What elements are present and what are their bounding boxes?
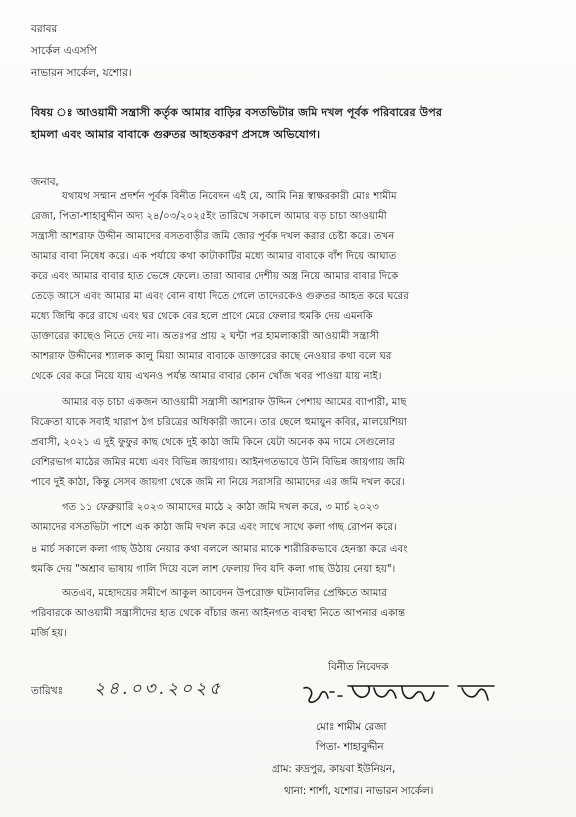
- recipient-line-3: নাভারন সার্কেল, যশোর।: [31, 67, 132, 79]
- body-line: গত ১১ ফেব্রুয়ারি ২০২৩ আমাদের মাঠে ২ কাঠা জমি দখল করে, ৩ মার্চ ২০২৩: [62, 502, 380, 513]
- body-line: পাবে দুই কাঠা, কিন্তু সেসব জায়গা থেকে জমি না নিয়ে সরাসরি আমাদের এর জমি দখল করে।: [31, 477, 405, 488]
- body-line: যথাযথ সম্মান প্রদর্শন পূর্বক বিনীত নিবেদন এই যে, আমি নিম্ন স্বাক্ষরকারী মোঃ শামীম: [62, 191, 397, 202]
- body-line: পরিবারকে আওয়ামী সন্ত্রাসীদের হাত থেকে বাঁচার জন্য আইনগত ব্যবস্থা নিতে আপনার একান্ত: [31, 608, 406, 619]
- body-line: মর্জি হয়।: [31, 628, 67, 639]
- signer-thana: থানা: শার্শা, যশোর। নাভারন সার্কেল।: [284, 785, 434, 797]
- body-line: আমাদের বসতভিটা পাশে এক কাঠা জমি দখল করে এবং সাথে সাথে কলা গাছ রোপন করে।: [31, 522, 397, 533]
- signer-name: মোঃ শামীম রেজা: [316, 721, 387, 733]
- body-line: থেকে বের করে নিয়ে যায় এখনও পর্যন্ত আমার বাবার কোন খোঁজ খবর পাওয়া যায় নাই।: [31, 371, 382, 382]
- body-line: আমার বাবা নিষেধ করে। এক পর্যায়ে কথা কাটাকাটির মধ্যে আমার বাবাকে বাঁশ দিয়ে আঘাত: [31, 251, 397, 262]
- signer-father: পিতা- শাহাবুদ্দীন: [316, 741, 384, 753]
- handwritten-date: ২৪.০৩.২০২৫: [94, 679, 224, 699]
- subject-line-2: হামলা এবং আমার বাবাকে গুরুতর আহতকরণ প্রসঙ্গে অভিযোগ।: [31, 128, 321, 141]
- subject-line-1: বিষয় ঃ আওয়ামী সন্ত্রাসী কর্তৃক আমার বাড়ির বসতভিটার জমি দখল পূর্বক পরিবারের উপর: [31, 106, 442, 119]
- body-line: বিক্রেতা যাকে সবাই খারাপ ঠগ চরিত্রের অধিকারী জানে। তার ছেলে হুমায়ুন কবির, মালয়েশিয়া: [31, 417, 407, 428]
- body-line: বেশিরভাগ মাঠের জমির মধ্যে এবং বিভিন্ন জায়গায়। আইনগতভাবে উনি বিভিন্ন জায়গায় জমি: [31, 457, 405, 468]
- body-line: মধ্যে জিম্মি করে রাখে এবং ঘর থেকে বের হলে প্রাণে মেরে ফেলার হুমকি দেয় এমনকি: [31, 311, 373, 322]
- body-line: তেড়ে আসে এবং আমার মা এবং বোন বাধা দিতে গেলে তাদেরকেও গুরুতর আহত করে ঘরের: [31, 291, 409, 302]
- date-label: তারিখঃ: [31, 685, 64, 697]
- body-line: আশরাফ উদ্দীনের শ্যালক কালু মিয়া আমার বাবাকে ডাক্তারের কাছে নেওয়ার কথা বলে ঘর: [31, 351, 392, 362]
- body-line: আমার বড় চাচা একজন আওয়ামী সন্ত্রাসী আশরাফ উদ্দিন পেশায় আমের ব্যাপারী, মাছ: [62, 397, 407, 408]
- handwritten-signature-image: [298, 678, 498, 712]
- body-line: ৪ মার্চ সকালে কলা গাছ উঠায় নেয়ার কথা বললে আমার মাকে শারীরিকভাবে হেনস্তা করে এবং: [31, 544, 408, 555]
- body-line: হুমকি দেয় "অশ্রাব ভাষায় গালি দিয়ে বলে লাশ ফেলায় দিব যদি কলা গাছ উঠায় নেয়া হয়"।: [31, 564, 396, 575]
- signer-village: গ্রাম: রুদ্রপুর, কায়বা ইউনিয়ন,: [272, 763, 396, 775]
- body-line: রেজা, পিতা-শাহাবুদ্দীন অদ্য ২৪/০৩/২০২৫ইং তারিখে সকালে আমার বড় চাচা আওয়ামী: [31, 211, 387, 222]
- body-line: প্রবাসী, ২০২১ এ দুই ফুফুর কাছ থেকে দুই কাঠা জমি কিনে যেটা অনেক কম দামে সেগুলোর: [31, 437, 395, 448]
- body-line: করে এবং আমার বাবার হাত ভেঙ্গে ফেলে। তারা আবার দেশীয় অস্ত্র নিয়ে আমার বাবার দিকে: [31, 271, 399, 282]
- body-line: ডাক্তারের কাছেও নিতে দেয় না। অতঃপর প্রায় ২ ঘন্টা পর হামলাকারী আওয়ামী সন্ত্রাসী: [31, 331, 380, 342]
- recipient-line-2: সার্কেল এএসপি: [31, 45, 97, 57]
- body-line: অতএব, মহোদয়ের সমীপে আকুল আবেদন উপরোক্ত ঘটনাবলির প্রেক্ষিতে আমার: [62, 588, 387, 599]
- body-line: সন্ত্রাসী আশরাফ উদ্দীন আমাদের বসতবাড়ীর জমি জোর পূর্বক দখল করার চেষ্টা করে। তখন: [31, 231, 395, 242]
- salutation: জনাব,: [31, 176, 59, 188]
- recipient-line-1: বরাবর: [31, 23, 58, 35]
- closing-text: বিনীত নিবেদক: [328, 661, 389, 673]
